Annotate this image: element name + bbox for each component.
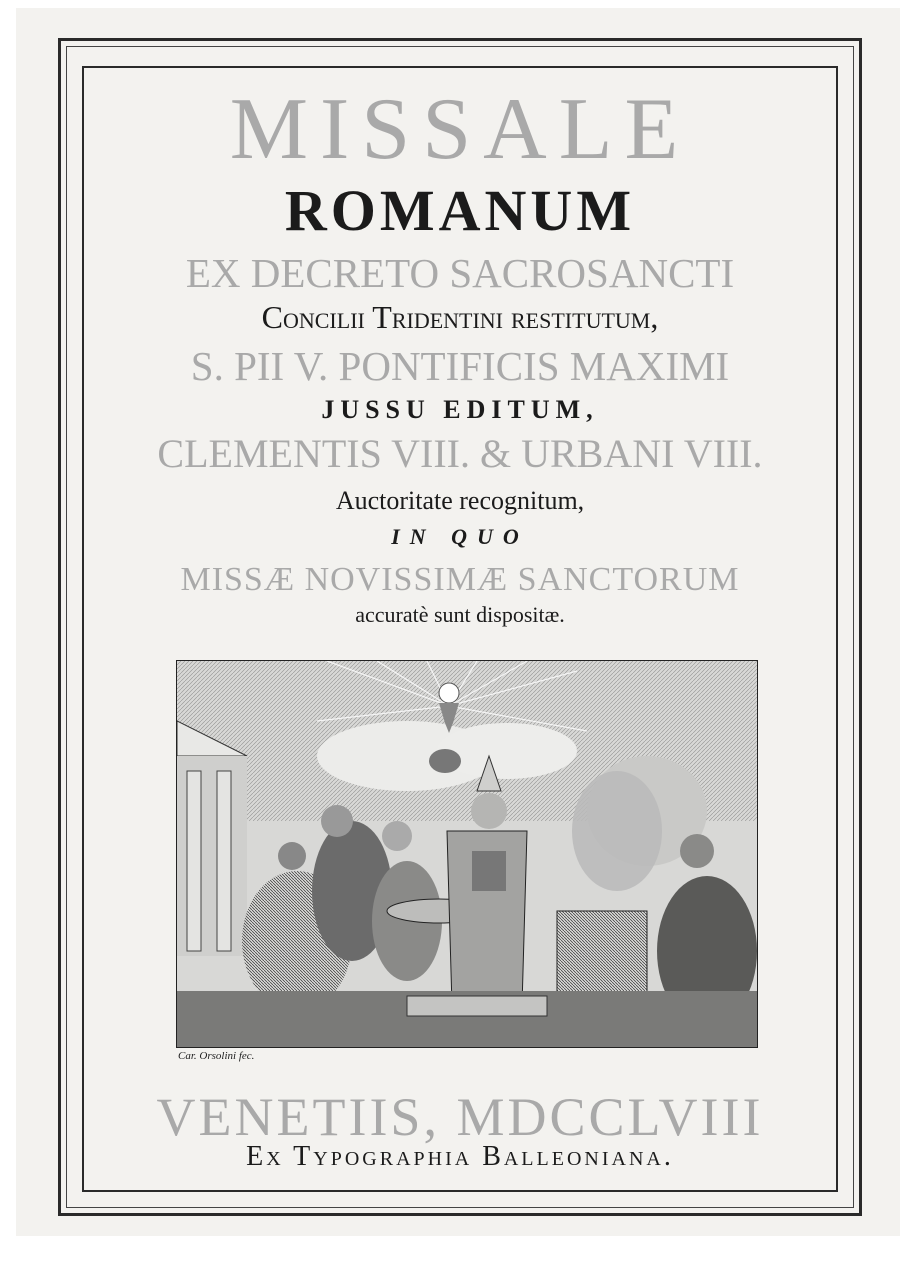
engraving-scene bbox=[177, 661, 758, 1048]
subtitle-auctoritate: Auctoritate recognitum, bbox=[335, 486, 585, 515]
imprint-place-date: VENETIIS, MDCCLVIII bbox=[156, 1087, 764, 1147]
subtitle-ex-decreto: EX DECRETO SACROSANCTI bbox=[185, 250, 735, 296]
subtitle-pii-v: S. PII V. PONTIFICIS MAXIMI bbox=[190, 343, 730, 389]
title-missale: MISSALE bbox=[229, 81, 691, 178]
engraving-illustration bbox=[176, 660, 758, 1048]
subtitle-in-quo: IN QUO bbox=[391, 524, 529, 549]
subtitle-concilii: Concilii Tridentini restitutum, bbox=[261, 299, 659, 335]
imprint-printer: Ex Typographia Balleoniana. bbox=[246, 1141, 674, 1172]
title-romanum: ROMANUM bbox=[284, 178, 636, 243]
subtitle-missae: MISSÆ NOVISSIMÆ SANCTORUM bbox=[180, 561, 740, 598]
engraver-signature: Car. Orsolini fec. bbox=[178, 1050, 255, 1062]
subtitle-jussu-editum: JUSSU EDITUM, bbox=[321, 395, 599, 424]
subtitle-clementis: CLEMENTIS VIII. & URBANI VIII. bbox=[157, 431, 763, 476]
subtitle-accurate: accuratè sunt dispositæ. bbox=[355, 602, 565, 627]
